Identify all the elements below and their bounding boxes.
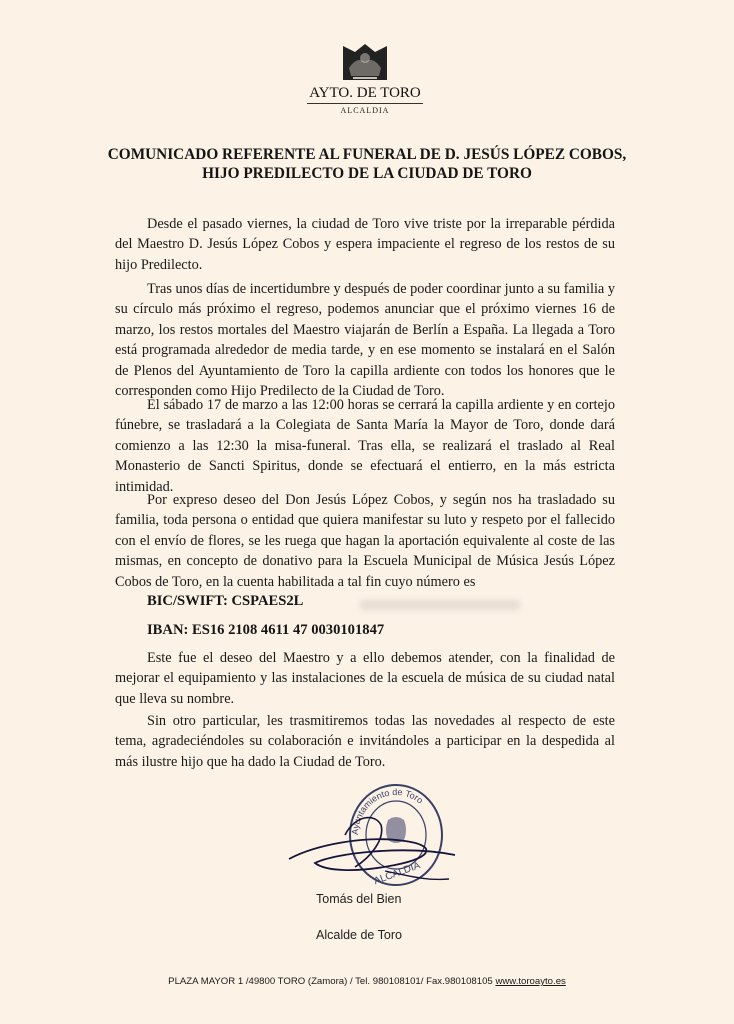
coat-of-arms-logo bbox=[335, 38, 395, 84]
footer-address: PLAZA MAYOR 1 /49800 TORO (Zamora) / Tel. 980108101/ Fax.980108105 bbox=[168, 976, 496, 987]
paragraph-5: Este fue el deseo del Maestro y a ello debemos atender, con la finalidad de mejorar el equipamiento y las instalaciones de la escuela de música de su ciudad natal que lleva su nombre. bbox=[115, 650, 615, 707]
iban-number: IBAN: ES16 2108 4611 47 0030101847 bbox=[147, 622, 385, 638]
handwritten-signature bbox=[285, 805, 465, 895]
paragraph-1: Desde el pasado viernes, la ciudad de Toro vive triste por la irreparable pérdida del Maestro D. Jesús López Cobos y espera impaciente el regreso de los restos de su hijo Predilecto. bbox=[115, 216, 615, 273]
document-title bbox=[90, 145, 644, 183]
title-line-2: HIJO PREDILECTO DE LA CIUDAD DE TORO bbox=[202, 165, 532, 182]
paragraph-6: Sin otro particular, les trasmitiremos todas las novedades al respecto de este tema, agradeciéndoles su colaboración e invitándoles a participar en la despedida al más ilustre hijo que ha dado la Ciudad de Toro. bbox=[115, 713, 615, 770]
letterhead bbox=[290, 38, 440, 115]
seal-ring-text: Ayuntamiento de Toro bbox=[349, 786, 425, 836]
bic-swift-code: BIC/SWIFT: CSPAES2L bbox=[147, 593, 304, 609]
seal-center-text: ALCALDIA bbox=[372, 860, 422, 888]
paragraph-3: El sábado 17 de marzo a las 12:00 horas se cerrará la capilla ardiente y en cortejo fúnebre, se trasladará a la Colegiata de Santa María la Mayor de Toro, donde dará comienzo a las 12:30 la misa-funeral. Tras ella, se realizará el traslado al Real Monasterio de Sancti Spiritus, donde se efectuará el entierro, en la más estricta intimidad. bbox=[115, 397, 615, 495]
redacted-area bbox=[360, 600, 520, 610]
footer-contact bbox=[60, 976, 674, 987]
title-line-1: COMUNICADO REFERENTE AL FUNERAL DE D. JESÚS LÓPEZ COBOS, bbox=[107, 146, 627, 163]
signer-role: Alcalde de Toro bbox=[316, 928, 402, 942]
signer-name: Tomás del Bien bbox=[316, 892, 402, 906]
paragraph-2: Tras unos días de incertidumbre y después de poder coordinar junto a su familia y su círculo más próximo el regreso, podemos anunciar que el próximo viernes 16 de marzo, los restos mortales del Maestro viajarán de Berlín a España. La llegada a Toro está programada alrededor de media tarde, y en ese momento se instalará en el Salón de Plenos del Ayuntamiento de Toro la capilla ardiente con todos los honores que le corresponden como Hijo Predilecto de la Ciudad de Toro. bbox=[115, 281, 615, 400]
footer-website-link[interactable]: www.toroayto.es bbox=[495, 976, 566, 987]
logo-subtitle: ALCALDIA bbox=[340, 106, 390, 115]
paragraph-4: Por expreso deseo del Don Jesús López Cobos, y según nos ha trasladado su familia, toda persona o entidad que quiera manifestar su luto y respeto por el fallecido con el envío de flores, se les ruega que hagan la aportación equivalente al coste de las mismas, en concepto de donativo para la Escuela Municipal de Música Jesús López Cobos de Toro, en la cuenta habilitada a tal fin cuyo número es bbox=[115, 492, 615, 590]
logo-title: AYTO. DE TORO bbox=[307, 85, 423, 104]
